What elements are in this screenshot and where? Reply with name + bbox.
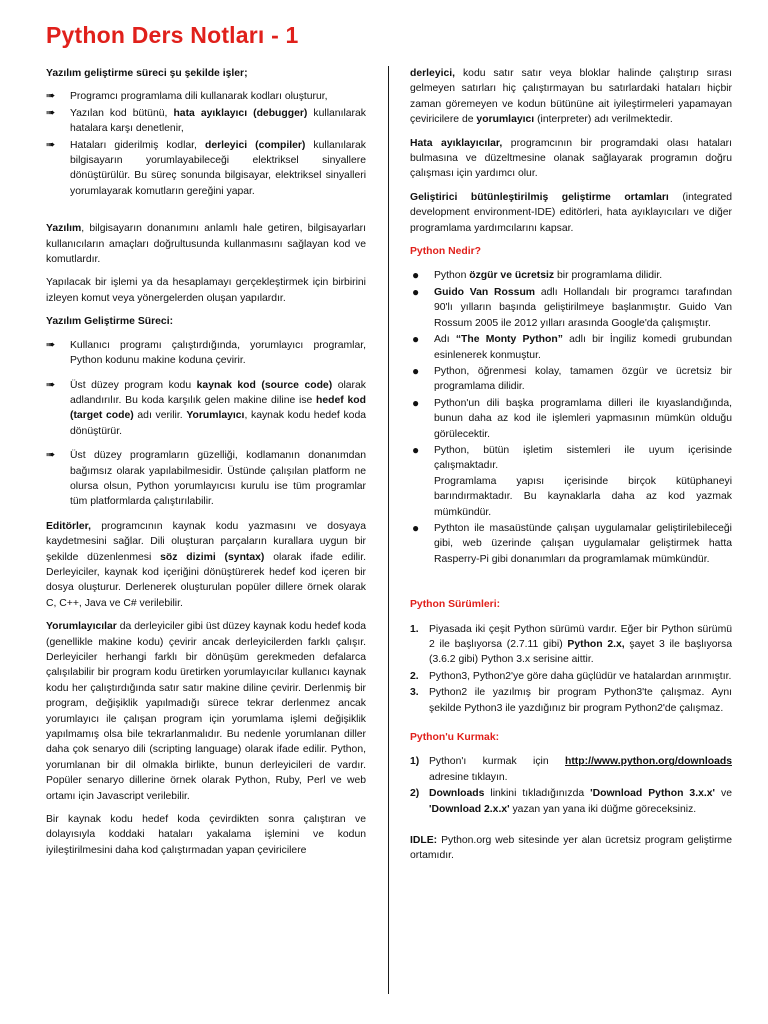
isler-paragraph: Yapılacak bir işlemi ya da hesaplamayı gerçekleştirmek için birbirini izleyen komut veya yönergelerden oluşan yapılardır. (46, 277, 366, 304)
python-downloads-link[interactable]: http://www.python.org/downloads (565, 756, 732, 768)
list-item: ➠ Kullanıcı programı çalıştırdığında, yorumlayıcı programlar, Python kodunu makine koduna çevirir. (46, 338, 366, 367)
list-item: 2) Downloads linkini tıkladığınızda 'Download Python 3.x.x' ve 'Download 2.x.x' yazan yan yana iki düğme göreceksiniz. (410, 788, 732, 815)
list-item: ➠ Hataları giderilmiş kodlar, derleyici (compiler) kullanılarak bilgisayarın yorumlayabileceği elektriksel sinyallere dönüştürülür. Bu süreç sonunda bilgisayar, elektriksel sinyalleri yorumlayarak komutların gereğini yapar. (46, 138, 366, 197)
list-item: 1. Piyasada iki çeşit Python sürümü vardır. Eğer bir Python sürümü 2 ile başlıyorsa (2.7.11 gibi) Python 2.x, şayet 3 ile başlıyorsa (3.6.2 gibi) Python 3.x serisine aittir. (410, 623, 732, 666)
bullet-icon: ● (412, 268, 420, 283)
column-divider (388, 66, 389, 994)
intro-list (46, 89, 366, 199)
list-item: ● Python, öğrenmesi kolay, tamamen özgür ve ücretsiz bir programlama dilidir. (412, 363, 732, 393)
bullet-icon: ● (412, 520, 420, 535)
idle-paragraph: IDLE: Python.org web sitesinde yer alan ücretsiz program geliştirme ortamıdır. (410, 835, 732, 862)
ide-paragraph: Geliştirici bütünleştirilmiş geliştirme ortamları (integrated development environment-IDE) editörleri, hata ayıklayıcıları ve diğer programlama yardımcılarını kapsar. (410, 191, 732, 234)
editorler-paragraph: Editörler, programcının kaynak kodu yazmasını ve dosyaya kaydetmesini sağlar. Dili oluşturan parçaların kurallara uygun bir şekilde düzenlenmesi söz dizimi (syntax) olarak ifade edilir. Derleyiciler, kaynak kod içeriğini dönüştürerek hedef kod içeren bir dosya oluşturur. Derlenerek oluşturulan popüler dillere örnek olarak C, C++, Java ve C# verilebilir. (46, 520, 366, 609)
arrow-bullet-icon: ➠ (46, 449, 56, 462)
arrow-bullet-icon: ➠ (46, 138, 56, 151)
yazilim-paragraph: Yazılım, bilgisayarın donanımını anlamlı hale getiren, bilgisayarları kullanıcıların amaçları doğrultusunda kullanmasını sağlayan kod ve komutlardır. (46, 223, 366, 266)
continuation-paragraph: derleyici, kodu satır satır veya bloklar halinde çalıştırıp sırası gelmeyen satırları hiç çalıştırmayan bu satırlardaki hataları hiçbir zaman göremeyen ve kodun bütününe ait iyileştirmeleri yapamayan çeviricilere de yorumlayıcı (interpreter) adı verilmektedir. (410, 68, 732, 126)
arrow-bullet-icon: ➠ (46, 378, 56, 391)
list-item: ➠ Yazılan kod bütünü, hata ayıklayıcı (debugger) kullanılarak hatalara karşı denetlenir, (46, 106, 366, 135)
list-item: ● Adı “The Monty Python” adlı bir İngiliz komedi grubundan esinlenerek konmuştur. (412, 332, 733, 361)
list-item: 2. Python3, Python2'ye göre daha güçlüdür ve hatalardan arınmıştır. (410, 670, 732, 682)
arrow-bullet-icon: ➠ (46, 90, 56, 103)
surum-list (410, 622, 732, 716)
bullet-icon: ● (412, 363, 420, 378)
hata-paragraph: Hata ayıklayıcılar, programcının bir programdaki olası hataları bulmasına ve düzeltmesine olanak sağlayarak programın doğru çalışması için yardımcı olur. (410, 137, 732, 180)
list-item: 1) Python'ı kurmak için http://www.python.org/downloads adresine tıklayın. (410, 756, 732, 783)
bullet-icon: ● (412, 395, 420, 410)
bullet-icon: ● (412, 332, 420, 347)
surec-list (46, 338, 366, 510)
arrow-bullet-icon: ➠ (46, 338, 56, 351)
python-nedir-heading: Python Nedir? (410, 246, 482, 258)
kurmak-heading: Python'u Kurmak: (410, 732, 500, 744)
list-item: ➠ Üst düzey programların güzelliği, kodlamanın donanımdan bağımsız olarak yapılabilmesidir. Üstünde çalışılan platform ne olursa olsun, Python yorumlayıcısı kurulu ise tüm programlar tüm platformlarda çalıştırılabilir. (46, 449, 366, 508)
list-item: ● Python, bütün işletim sistemleri ile uyum içerisinde çalışmaktadır. Programlama yapısı içerisinde birçok kütüphaneyi barındırmaktadır. Bu kaynaklarla daha az kod yazmak mümkündür. (412, 442, 732, 518)
right-column (410, 66, 732, 872)
list-item: ● Python özgür ve ücretsiz bir programlama dilidir. (412, 268, 663, 283)
list-item: ● Python'un dili başka programlama dilleri ile kıyaslandığında, bunun daha az kod ile işlemleri yapmasının mümkün olduğu görülecektir. (412, 395, 732, 440)
arrow-bullet-icon: ➠ (46, 106, 56, 119)
kurmak-list (410, 754, 732, 817)
list-item: ➠ Programcı programlama dili kullanarak kodları oluşturur, (46, 89, 366, 104)
list-item: ● Pythton ile masaüstünde çalışan uygulamalar geliştirilebileceği gibi, web üzerinde çalışan uygulamalar geliştirmek hatta Rasperry-Pi gibi donanımları da programlamak mümkündür. (412, 520, 732, 565)
left-column (46, 66, 366, 866)
surec-heading: Yazılım Geliştirme Süreci: (46, 316, 174, 328)
page-title: Python Ders Notları - 1 (46, 22, 299, 48)
bullet-icon: ● (412, 442, 420, 457)
list-item: ➠ Üst düzey program kodu kaynak kod (source code) olarak adlandırılır. Bu koda karşılık gelen makine diline ise hedef kod (target code) adı verilir. Yorumlayıcı, kaynak kodu hedef koda dönüştürür. (46, 378, 366, 437)
nedir-list (410, 268, 732, 567)
intro-heading: Yazılım geliştirme süreci şu şekilde işler; (46, 68, 248, 79)
list-item: 3. Python2 ile yazılmış bir program Python3'te çalışmaz. Aynı şekilde Python3 ile yazdığınız bir program Python2'de çalışmaz. (410, 687, 732, 714)
list-item: ● Guido Van Rossum adlı Hollandalı bir programcı tarafından 90'lı yılların başında geliştirilmeye başlanmıştır. Guido Van Rossum 2005 ile 2012 yılları arasında Google'da çalışmıştır. (412, 284, 732, 329)
last-paragraph: Bir kaynak kodu hedef koda çevirdikten sonra çalıştıran ve dolayısıyla koddaki hataları yakalama işlemini ve kodun iyileştirilmesini daha kod çalıştırmadan yapan çeviricilere (46, 814, 366, 856)
surumleri-heading: Python Sürümleri: (410, 599, 501, 611)
yorumlayicilar-paragraph: Yorumlayıcılar da derleyiciler gibi üst düzey kaynak kodu hedef koda (genellikle makine kodu) çevirir ancak derleyicilerden farklı çalışır. Derleyiciler herhangi farklı bir dönüşüm gerekmeden defalarca çalışılabilir bir program kodu üretirken yorumlayıcılar kullanıcı kaynak kodu her çalıştırdığında satır satır makine diline çevirir. Derlenmiş bir program, değişiklik yapılmadığı sürece tekrar derlenmez ancak yorumlayıcı ile çalışan program için yorumlama işlemi değişiklik yapılmamış olsa bile tekrarlanmalıdır. Bu nedenle yorumlanan diller daha çok senaryo dili (scripting language) olarak ifade edilir. Python, yorumlanan bir dil olmakla birlikte, bunun derleyicileri de vardır. Popüler senaryo dillerine örnek olarak Python, Ruby, Perl ve web ortamı için Javascript verilebilir. (46, 621, 366, 802)
bullet-icon: ● (412, 284, 420, 299)
